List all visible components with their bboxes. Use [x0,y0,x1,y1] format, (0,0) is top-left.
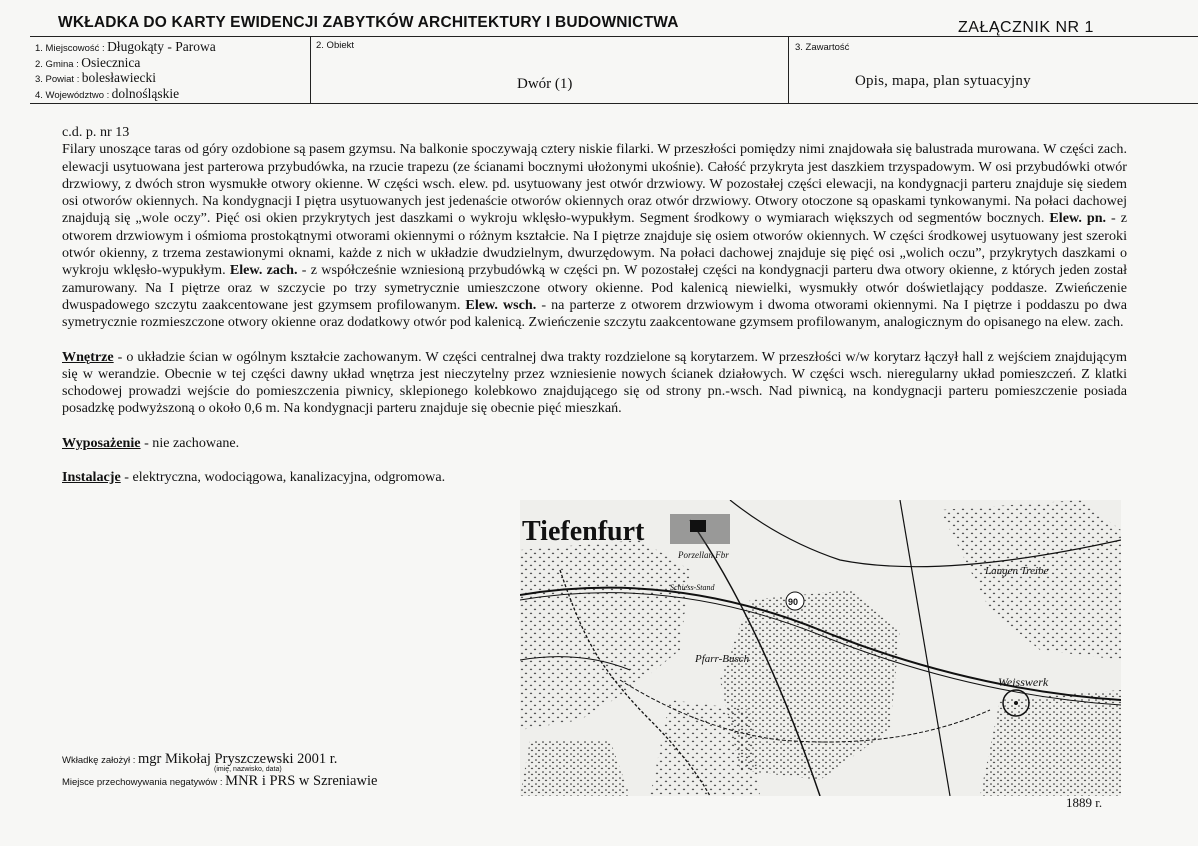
contents-label: 3. Zawartość [795,42,850,53]
map-label-langen: Langen Treibe [985,565,1049,577]
author-line: Wkładkę założył : mgr Mikołaj Pryszczewski 2001 r. [62,751,338,767]
storage-line: Miejsce przechowywania negatywów : MNR i PRS w Szreniawie [62,773,378,789]
installations-heading: Instalacje [62,469,121,486]
field-county: 3. Powiat : bolesławiecki [35,70,156,85]
north-elevation-heading: Elew. pn. [1049,210,1107,227]
equipment-paragraph: Wyposażenie - nie zachowane. [62,434,240,451]
credits [62,751,377,790]
description-body [62,124,1127,486]
map-label-schiess: Schiess-Stand [670,583,715,592]
contents-value: Opis, mapa, plan sytuacyjny [855,73,1031,89]
object-label: 2. Obiekt [316,40,355,51]
field-locality: 1. Miejscowość : Długokąty - Parowa [35,39,216,54]
interior-paragraph: Wnętrze - o układzie ścian w ogólnym kształcie zachowanym. W części centralnej dwa trakty rozdzielone są korytarzem. W przeszłości w/w korytarz łączył hall z wejściem znajdującym się w werandzie. Obecnie w tej części dawny układ wnętrza jest nieczytelny przez wzniesienie nowych ścianek działowych. W części wsch. nieregularny układ pomieszczeń. Z klatki schodowej prowadzi wejście do pomieszczenia piwnicy, sklepionego kolebkowo znajdującego się od strony pn.-wsch. Nad piwnicą, na kondygnacji parteru pomieszczenie posiada posadzkę podwyższoną o około 0,6 m. Na kondygnacji parteru znajduje się obecnie pięć mieszkań. [62,348,1127,417]
map-label-pfarr: Pfarr-Busch [695,653,750,665]
map-label-porzellan: Porzellan Fbr [678,550,729,560]
west-elevation-heading: Elew. zach. [229,262,298,279]
interior-heading: Wnętrze [62,348,114,365]
field-commune: 2. Gmina : Osiecznica [35,55,141,70]
header-divider [310,36,311,103]
map-label-number: 90 [788,597,799,607]
author-caption: (imię, nazwisko, data) [214,766,282,773]
map-year: 1889 r. [1066,795,1103,810]
installations-paragraph: Instalacje - elektryczna, wodociągowa, kanalizacyjna, odgromowa. [62,469,446,486]
east-elevation-heading: Elew. wsch. [465,296,537,313]
object-value: Dwór (1) [517,76,573,92]
map-label-weisswerk: Weisswerk [998,675,1049,689]
field-voivodeship: 4. Województwo : dolnośląskie [35,86,180,101]
historic-map [520,500,1121,796]
annex-label: ZAŁĄCZNIK NR 1 [958,19,1094,36]
header-divider [788,36,789,103]
continuation-ref: c.d. p. nr 13 [62,124,130,140]
map-label-tiefenfurt: Tiefenfurt [522,516,645,547]
elevations-paragraph: Filary unoszące taras od góry ozdobione są pasem gzymsu. Na balkonie spoczywają cztery niskie filarki. W przeszłości pomiędzy nimi znajdowała się balustrada murowana. W części zach. elewacji usytuowana jest parterowa przybudówka, na rzucie trapezu (ze ścianami bocznymi ułożonymi ukośnie). Całość przykryta jest daszkiem trzyspadowym. W osi przybudówki otwór drzwiowy, z dwóch stron wysmukłe otwory okienne. W części wsch. elew. pd. usytuowany jest otwór drzwiowy. W pozostałej części elewacji, na kondygnacji parteru znajduje się siedem osi otworów okiennych. Na kondygnacji I piętra usytuowanych jest jedenaście otworów okiennych oraz otwór drzwiowy. Otwory otoczone są opaskami tynkowanymi. Na połaci dachowej znajdują się „wole oczy”. Pięć osi okien przykrytych jest daszkami o wykroju wklęsło-wypukłym. Segment środkowy o wymiarach większych od segmentów bocznych. Elew. pn. - z otworem drzwiowym i ośmioma prostokątnymi otworami okiennymi o różnym kształcie. Na I piętrze znajduje się osiem otworów okiennych. W części środkowej usytuowany jest szeroki otwór okienny, z trzema zestawionymi oknami, każde z nich w układzie dwudzielnym, dwurzędowym. Na połaci dachowej znajduje się pięć osi „wolich oczu”, przykrytych daszkami o wykroju wklęsło-wypukłym. Elew. zach. - z współcześnie wzniesioną przybudówką w części pn. W pozostałej części na kondygnacji parteru dwa otwory okienne, z których jeden został zamurowany. Na I piętrze oraz w szczycie po trzy symetrycznie umieszczone otwory okienne. Pod kalenicą niewielki, wysmukły otwór doświetlający poddasze. Zwieńczenie dwuspadowego szczytu zaakcentowane jest gzymsem profilowanym. Elew. wsch. - na parterze z otworem drzwiowym i dwoma otworami okiennymi. Na I piętrze i poddaszu po dwa symetrycznie rozmieszczone otwory okienne oraz dodatkowy otwór pod kalenicą. Zwieńczenie szczytu zaakcentowane gzymsem profilowanym, analogicznym do opisanego na elew. zach. [62,141,1128,331]
equipment-heading: Wyposażenie [62,434,141,451]
page-title: WKŁADKA DO KARTY EWIDENCJI ZABYTKÓW ARCHITEKTURY I BUDOWNICTWA [58,14,679,31]
